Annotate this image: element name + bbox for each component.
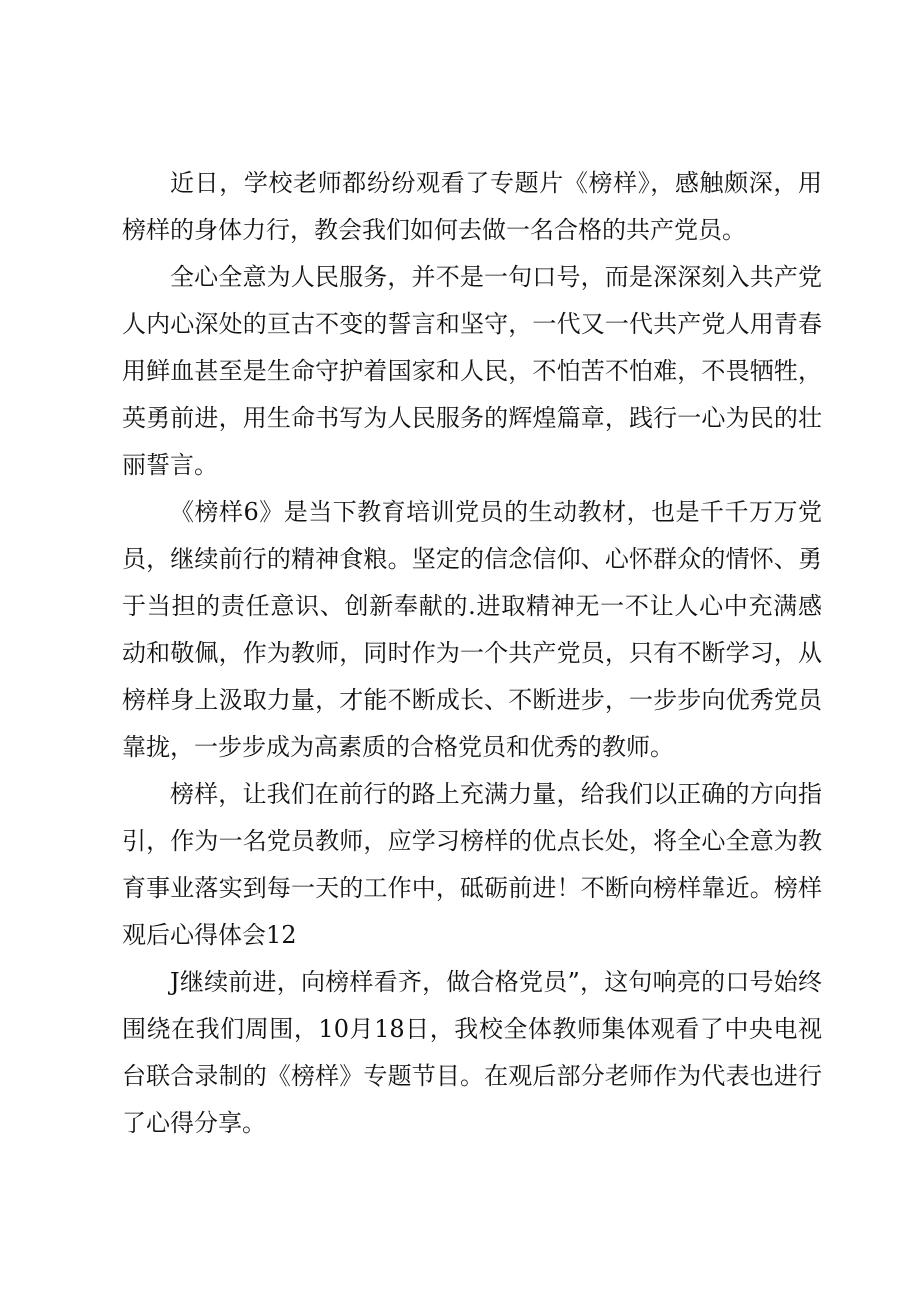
paragraph-5: J继续前进，向榜样看齐，做合格党员”，这句响亮的口号始终围绕在我们周围，10月18日，我校全体教师集体观看了中央电视台联合录制的《榜样》专题节目。在观后部分老师作为代表也进行了心得分享。 (122, 968, 822, 1137)
paragraph-4: 榜样，让我们在前行的路上充满力量，给我们以正确的方向指引，作为一名党员教师，应学习榜样的优点长处，将全心全意为教育事业落实到每一天的工作中，砥砺前进！不断向榜样靠近。榜样观后心得体会12 (122, 780, 822, 949)
paragraph-1: 近日，学校老师都纷纷观看了专题片《榜样》，感触颇深，用榜样的身体力行，教会我们如何去做一名合格的共产党员。 (122, 169, 822, 244)
paragraph-2: 全心全意为人民服务，并不是一句口号，而是深深刻入共产党人内心深处的亘古不变的誓言和坚守，一代又一代共产党人用青春用鲜血甚至是生命守护着国家和人民，不怕苦不怕难，不畏牺牲，英勇前进，用生命书写为人民服务的辉煌篇章，践行一心为民的壮丽誓言。 (122, 263, 822, 479)
document-body (122, 160, 822, 1147)
paragraph-3: 《榜样6》是当下教育培训党员的生动教材，也是千千万万党员，继续前行的精神食粮。坚定的信念信仰、心怀群众的情怀、勇于当担的责任意识、创新奉献的.进取精神无一不让人心中充满感动和敬佩，作为教师，同时作为一个共产党员，只有不断学习，从榜样身上汲取力量，才能不断成长、不断进步，一步步向优秀党员靠拢，一步步成为高素质的合格党员和优秀的教师。 (122, 498, 822, 761)
